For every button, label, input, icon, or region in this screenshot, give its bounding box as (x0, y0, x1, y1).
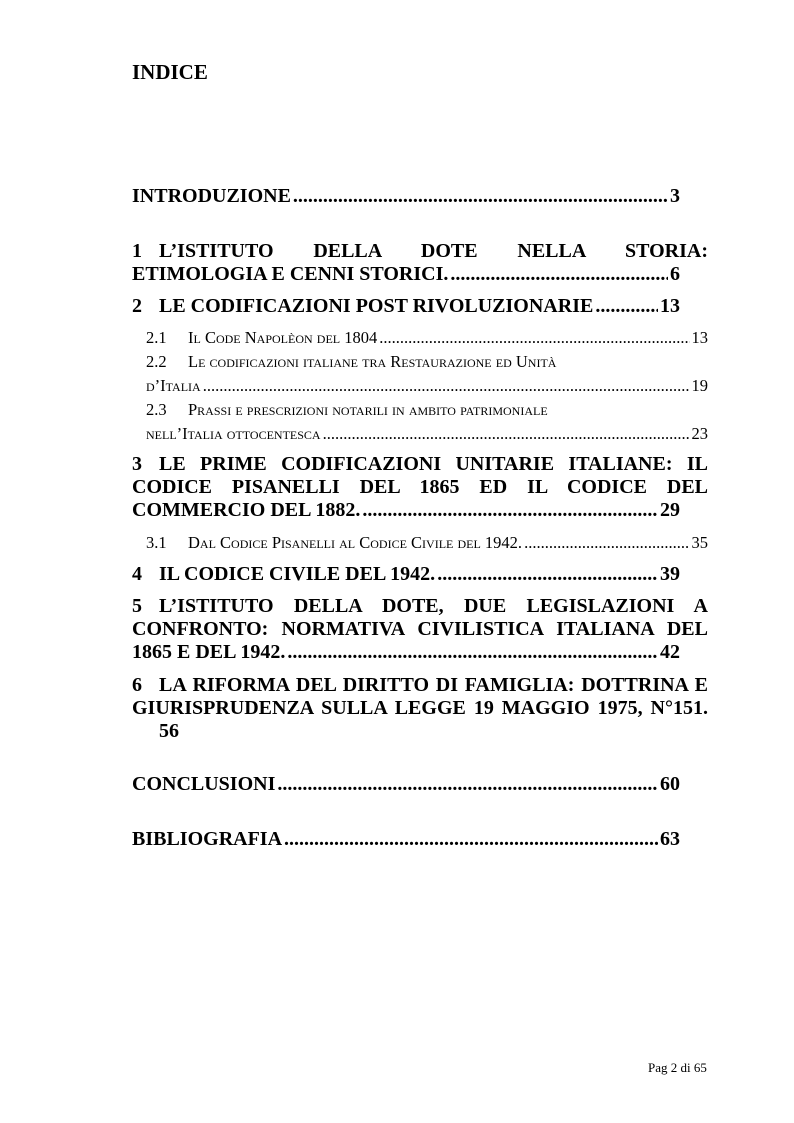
toc-title-line: GIURISPRUDENZA SULLA LEGGE 19 MAGGIO 1975, N°151. (132, 697, 708, 719)
toc-entry-section-2-1[interactable] (146, 326, 708, 350)
toc-entry-chapter-6[interactable] (132, 674, 708, 743)
toc-entry-chapter-4[interactable] (132, 563, 680, 586)
toc-page: 35 (691, 533, 708, 552)
toc-page: 60 (660, 773, 680, 795)
leader-dots (450, 263, 668, 286)
toc-title-line: nell’Italia ottocentesca (146, 424, 321, 443)
toc-number: 4 (132, 563, 142, 585)
toc-title: LE CODIFICAZIONI POST RIVOLUZIONARIE (159, 295, 594, 317)
page-title: INDICE (132, 60, 208, 84)
toc-number: 2.3 (146, 400, 167, 419)
toc-title-line: LA RIFORMA DEL DIRITTO DI FAMIGLIA: DOTTRINA E (159, 674, 708, 696)
toc-title: Il Code Napolèon del 1804 (188, 328, 378, 347)
toc-number: 1 (132, 240, 142, 262)
toc-title-line: COMMERCIO DEL 1882. (132, 499, 361, 521)
leader-dots (277, 773, 658, 796)
toc-title: CONCLUSIONI (132, 773, 276, 795)
toc-page: 56 (159, 720, 179, 742)
toc-entry-chapter-2[interactable] (132, 295, 680, 318)
leader-dots (595, 295, 658, 318)
toc-title-line: L’ISTITUTO DELLA DOTE NELLA STORIA: (159, 240, 708, 262)
toc-page: 3 (670, 185, 680, 207)
toc-title: BIBLIOGRAFIA (132, 828, 283, 850)
toc-page: 23 (691, 424, 708, 443)
toc-title: Dal Codice Pisanelli al Codice Civile del 1942. (188, 533, 523, 552)
toc-entry-conclusioni[interactable] (132, 773, 680, 796)
toc-page: 29 (660, 499, 680, 521)
toc-entry-bibliografia[interactable] (132, 828, 680, 851)
toc-title-line: Le codificazioni italiane tra Restaurazione ed Unità (188, 352, 557, 371)
leader-dots (203, 374, 690, 398)
leader-dots (293, 185, 668, 208)
toc-entry-chapter-3[interactable] (132, 453, 708, 522)
toc-page: 6 (670, 263, 680, 285)
toc-entry-section-2-2[interactable] (146, 350, 708, 398)
toc-title: IL CODICE CIVILE DEL 1942. (159, 563, 436, 585)
toc-entry-chapter-5[interactable] (132, 595, 708, 664)
leader-dots (284, 828, 658, 851)
toc-page: 13 (691, 328, 708, 347)
toc-title-line: L’ISTITUTO DELLA DOTE, DUE LEGISLAZIONI A (159, 595, 708, 617)
toc-title-line: LE PRIME CODIFICAZIONI UNITARIE ITALIANE: IL (159, 453, 708, 475)
toc-page: 13 (660, 295, 680, 317)
toc-entry-section-2-3[interactable] (146, 398, 708, 446)
toc-title-line: d’Italia (146, 376, 201, 395)
leader-dots (362, 499, 658, 522)
toc-entry-section-3-1[interactable] (146, 531, 708, 555)
toc-page: 19 (691, 376, 708, 395)
toc-entry-introduzione[interactable] (132, 185, 680, 208)
leader-dots (379, 326, 689, 350)
toc-number: 5 (132, 595, 142, 617)
leader-dots (437, 563, 658, 586)
toc-number: 6 (132, 674, 142, 696)
leader-dots (323, 422, 690, 446)
toc-number: 3 (132, 453, 142, 475)
leader-dots (524, 531, 689, 555)
toc-title-line: Prassi e prescrizioni notarili in ambito patrimoniale (188, 400, 548, 419)
toc-title-line: 1865 E DEL 1942. (132, 641, 286, 663)
toc-title-line: CONFRONTO: NORMATIVA CIVILISTICA ITALIANA DEL (132, 618, 708, 640)
toc-number: 2.1 (146, 328, 167, 347)
toc-page: 39 (660, 563, 680, 585)
toc-number: 2.2 (146, 352, 167, 371)
toc-page: 42 (660, 641, 680, 663)
toc-page: 63 (660, 828, 680, 850)
toc-title-line: CODICE PISANELLI DEL 1865 ED IL CODICE DEL (132, 476, 708, 498)
toc-number: 2 (132, 295, 142, 317)
toc-title: INTRODUZIONE (132, 185, 291, 207)
toc-number: 3.1 (146, 533, 167, 552)
page-number-footer: Pag 2 di 65 (648, 1060, 707, 1075)
toc-entry-chapter-1[interactable] (132, 240, 708, 286)
leader-dots (287, 641, 658, 664)
toc-title-line: ETIMOLOGIA E CENNI STORICI. (132, 263, 449, 285)
